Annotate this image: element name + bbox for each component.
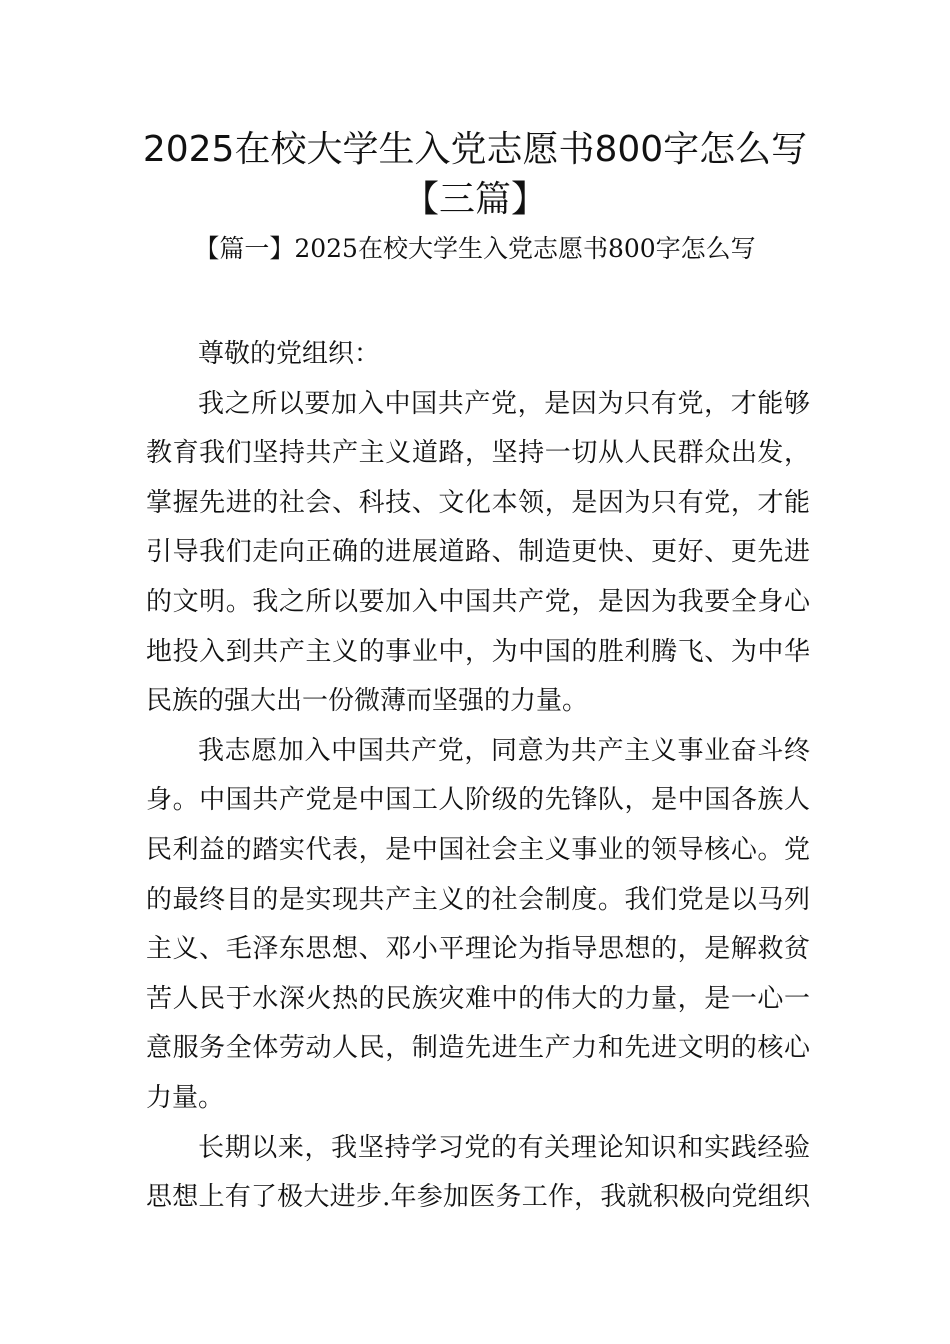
document-title-line-1: 2025在校大学生入党志愿书800字怎么写 <box>142 129 808 170</box>
text-line: 的最终目的是实现共产主义的社会制度。我们党是以马列 <box>146 884 810 915</box>
text-line: 我之所以要加入中国共产党，是因为只有党，才能够 <box>198 388 810 419</box>
text-line: 苦人民于水深火热的民族灾难中的伟大的力量，是一心一 <box>146 983 810 1014</box>
text-line: 主义、毛泽东思想、邓小平理论为指导思想的，是解救贫 <box>146 934 810 965</box>
text-line: 地投入到共产主义的事业中，为中国的胜利腾飞、为中华 <box>146 636 810 667</box>
text-line: 民族的强大出一份微薄而坚强的力量。 <box>146 686 589 717</box>
text-line: 教育我们坚持共产主义道路，坚持一切从人民群众出发， <box>146 438 810 469</box>
text-line: 意服务全体劳动人民，制造先进生产力和先进文明的核心 <box>146 1033 810 1064</box>
text-line: 掌握先进的社会、科技、文化本领，是因为只有党，才能 <box>146 487 810 518</box>
paragraph-3 <box>146 1124 810 1223</box>
text-line: 力量。 <box>146 1082 225 1113</box>
paragraph-1 <box>146 380 810 727</box>
text-line: 民利益的踏实代表，是中国社会主义事业的领导核心。党 <box>146 834 810 865</box>
text-line: 的文明。我之所以要加入中国共产党，是因为我要全身心 <box>146 586 810 617</box>
letter-body <box>146 330 810 1223</box>
document-title-line-2: 【三篇】 <box>402 179 547 220</box>
salutation: 尊敬的党组织： <box>198 339 381 369</box>
section-heading: 【篇一】2025在校大学生入党志愿书800字怎么写 <box>194 234 756 263</box>
text-line: 长期以来，我坚持学习党的有关理论知识和实践经验 <box>198 1132 810 1163</box>
text-line: 思想上有了极大进步.年参加医务工作，我就积极向党组织 <box>146 1182 810 1213</box>
paragraph-2 <box>146 727 810 1124</box>
text-line: 身。中国共产党是中国工人阶级的先锋队，是中国各族人 <box>146 785 810 816</box>
text-line: 我志愿加入中国共产党，同意为共产主义事业奋斗终 <box>198 735 810 766</box>
text-line: 引导我们走向正确的进展道路、制造更快、更好、更先进 <box>146 537 810 568</box>
